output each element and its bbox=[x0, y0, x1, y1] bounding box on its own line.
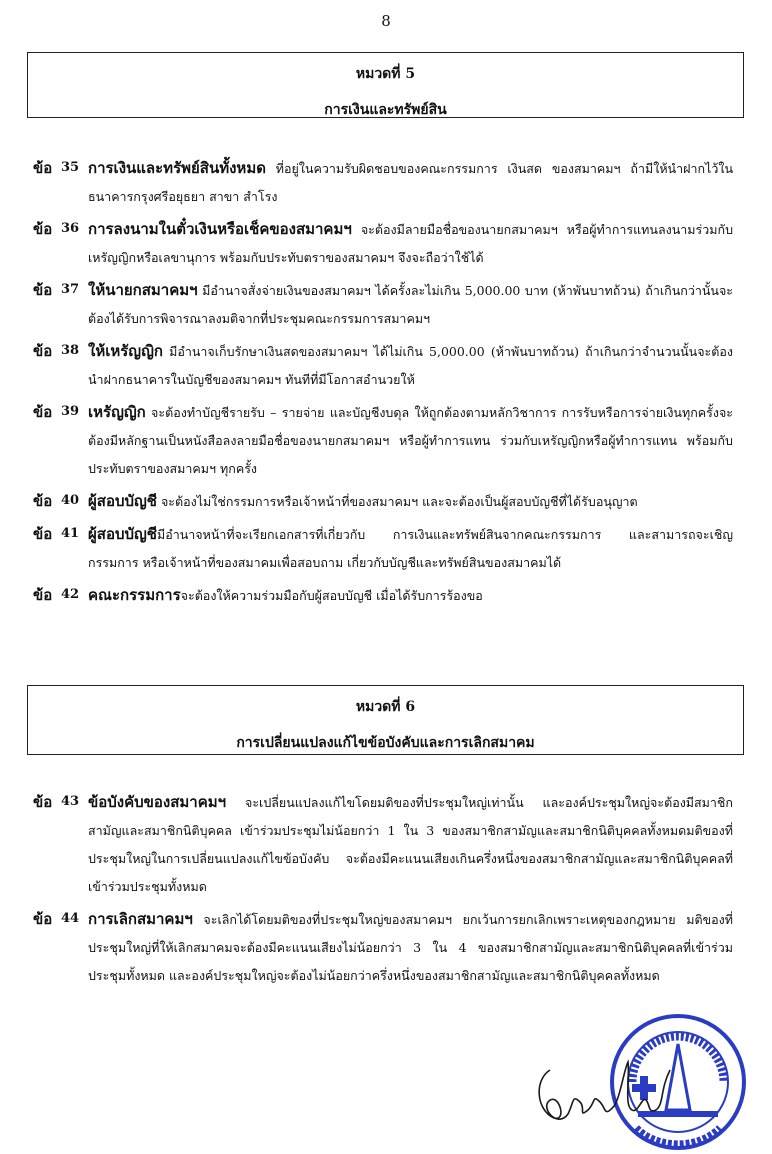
article-40 bbox=[33, 487, 733, 516]
article-number: 40 bbox=[61, 493, 80, 508]
article-number: 38 bbox=[61, 343, 80, 358]
article-title: ผู้สอบบัญชี bbox=[88, 525, 157, 543]
article-word: ข้อ bbox=[33, 342, 53, 360]
article-39 bbox=[33, 398, 733, 483]
article-number: 35 bbox=[61, 160, 80, 175]
article-41 bbox=[33, 520, 733, 577]
article-word: ข้อ bbox=[33, 910, 53, 928]
article-title: คณะกรรมการ bbox=[88, 586, 181, 604]
section-6-articles bbox=[33, 788, 733, 994]
article-44 bbox=[33, 905, 733, 990]
article-word: ข้อ bbox=[33, 403, 53, 421]
article-number: 37 bbox=[61, 282, 80, 297]
article-word: ข้อ bbox=[33, 525, 53, 543]
article-word: ข้อ bbox=[33, 281, 53, 299]
article-text: จะต้องมีลายมือชื่อของนายกสมาคมฯ หรือผู้ทำการแทนลงนามร่วมกับเหรัญญิกหรือเลขานุการ พร้อมกับประทับตราของสมาคมฯ จึงจะถือว่าใช้ได้ bbox=[88, 222, 733, 265]
section-5-header bbox=[27, 52, 744, 118]
article-text: มีอำนาจเก็บรักษาเงินสดของสมาคมฯ ได้ไม่เกิน 5,000.00 (ห้าพันบาทถ้วน) ถ้าเกินกว่าจำนวนนั้นจะต้องนำฝากธนาคารในบัญชีของสมาคมฯ ทันทีที่มีโอกาสอำนวยให้ bbox=[88, 344, 733, 387]
article-title: ให้เหรัญญิก bbox=[88, 342, 163, 360]
section-5-title: การเงินและทรัพย์สิน bbox=[324, 102, 447, 118]
article-title: ข้อบังคับของสมาคมฯ bbox=[88, 793, 227, 811]
article-number: 39 bbox=[61, 404, 80, 419]
article-text: มีอำนาจสั่งจ่ายเงินของสมาคมฯ ได้ครั้งละไม่เกิน 5,000.00 บาท (ห้าพันบาทถ้วน) ถ้าเกินกว่านั้นจะต้องได้รับการพิจารณาลงมติจากที่ประชุมคณะกรรมการสมาคมฯ bbox=[88, 283, 733, 326]
article-37 bbox=[33, 276, 733, 333]
article-title: การเลิกสมาคมฯ bbox=[88, 910, 193, 928]
article-36 bbox=[33, 215, 733, 272]
article-number: 41 bbox=[61, 526, 80, 541]
article-text: จะต้องทำบัญชีรายรับ – รายจ่าย และบัญชีงบดุล ให้ถูกต้องตามหลักวิชาการ การรับหรือการจ่ายเงินทุกครั้งจะต้องมีหลักฐานเป็นหนังสือลงลายมือชื่อของนายกสมาคมฯ หรือผู้ทำการแทน ร่วมกับเหรัญญิกหรือผู้ทำการแทน พร้อมกับประทับตราของสมาคมฯ ทุกครั้ง bbox=[88, 405, 733, 476]
section-6-header bbox=[27, 685, 744, 755]
official-seal-icon bbox=[528, 1010, 764, 1150]
page-number: 8 bbox=[381, 12, 391, 30]
article-text: จะเปลี่ยนแปลงแก้ไขโดยมติของที่ประชุมใหญ่เท่านั้น และองค์ประชุมใหญ่จะต้องมีสมาชิกสามัญและสมาชิกนิติบุคคล เข้าร่วมประชุมไม่น้อยกว่า 1 ใน 3 ของสมาชิกสามัญและสมาชิกนิติบุคคลทั้งหมดมติของที่ประชุมใหญ่ในการเปลี่ยนแปลงแก้ไขข้อบังคับ จะต้องมีคะแนนเสียงเกินครึ่งหนึ่งของสมาชิกสามัญและสมาชิกนิติบุคคลที่เข้าร่วมประชุมทั้งหมด bbox=[88, 795, 733, 894]
signature-area bbox=[528, 1010, 764, 1150]
article-number: 36 bbox=[61, 221, 80, 236]
article-title: ผู้สอบบัญชี bbox=[88, 492, 157, 510]
article-title: การเงินและทรัพย์สินทั้งหมด bbox=[88, 159, 266, 177]
article-38 bbox=[33, 337, 733, 394]
article-number: 44 bbox=[61, 911, 80, 926]
article-title: การลงนามในตั๋วเงินหรือเช็คของสมาคมฯ bbox=[88, 220, 352, 238]
article-word: ข้อ bbox=[33, 586, 53, 604]
article-text: จะเลิกได้โดยมติของที่ประชุมใหญ่ของสมาคมฯ ยกเว้นการยกเลิกเพราะเหตุของกฎหมาย มติของที่ประชุมใหญ่ที่ให้เลิกสมาคมจะต้องมีคะแนนเสียงไม่น้อยกว่า 3 ใน 4 ของสมาชิกสามัญและสมาชิกนิติบุคคลที่เข้าร่วมประชุมทั้งหมด และองค์ประชุมใหญ่จะต้องไม่น้อยกว่าครึ่งหนึ่งของสมาชิกสามัญและสมาชิกนิติบุคคลทั้งหมด bbox=[88, 912, 733, 983]
article-word: ข้อ bbox=[33, 220, 53, 238]
article-word: ข้อ bbox=[33, 492, 53, 510]
section-5-articles bbox=[33, 154, 733, 614]
article-word: ข้อ bbox=[33, 159, 53, 177]
section-5-heading: หมวดที่ 5 bbox=[355, 66, 416, 82]
article-text: ที่อยู่ในความรับผิดชอบของคณะกรรมการ เงินสด ของสมาคมฯ ถ้ามีให้นำฝากไว้ในธนาคารกรุงศรีอยุธยา สาขา สำโรง bbox=[88, 161, 733, 204]
article-word: ข้อ bbox=[33, 793, 53, 811]
article-number: 43 bbox=[61, 794, 80, 809]
article-text: จะต้องให้ความร่วมมือกับผู้สอบบัญชี เมื่อได้รับการร้องขอ bbox=[180, 588, 483, 603]
article-title: ให้นายกสมาคมฯ bbox=[88, 281, 198, 299]
section-6-heading: หมวดที่ 6 bbox=[355, 699, 416, 715]
section-6-title: การเปลี่ยนแปลงแก้ไขข้อบังคับและการเลิกสมาคม bbox=[236, 735, 535, 751]
article-35 bbox=[33, 154, 733, 211]
article-number: 42 bbox=[61, 587, 80, 602]
article-text: จะต้องไม่ใช่กรรมการหรือเจ้าหน้าที่ของสมาคมฯ และจะต้องเป็นผู้สอบบัญชีที่ได้รับอนุญาต bbox=[156, 494, 638, 509]
article-43 bbox=[33, 788, 733, 901]
article-text: มีอำนาจหน้าที่จะเรียกเอกสารที่เกี่ยวกับ การเงินและทรัพย์สินจากคณะกรรมการ และสามารถจะเชิญกรรมการ หรือเจ้าหน้าที่ของสมาคมเพื่อสอบถาม เกี่ยวกับบัญชีและทรัพย์สินของสมาคมได้ bbox=[88, 527, 733, 570]
article-42 bbox=[33, 581, 733, 610]
article-title: เหรัญญิก bbox=[88, 403, 146, 421]
